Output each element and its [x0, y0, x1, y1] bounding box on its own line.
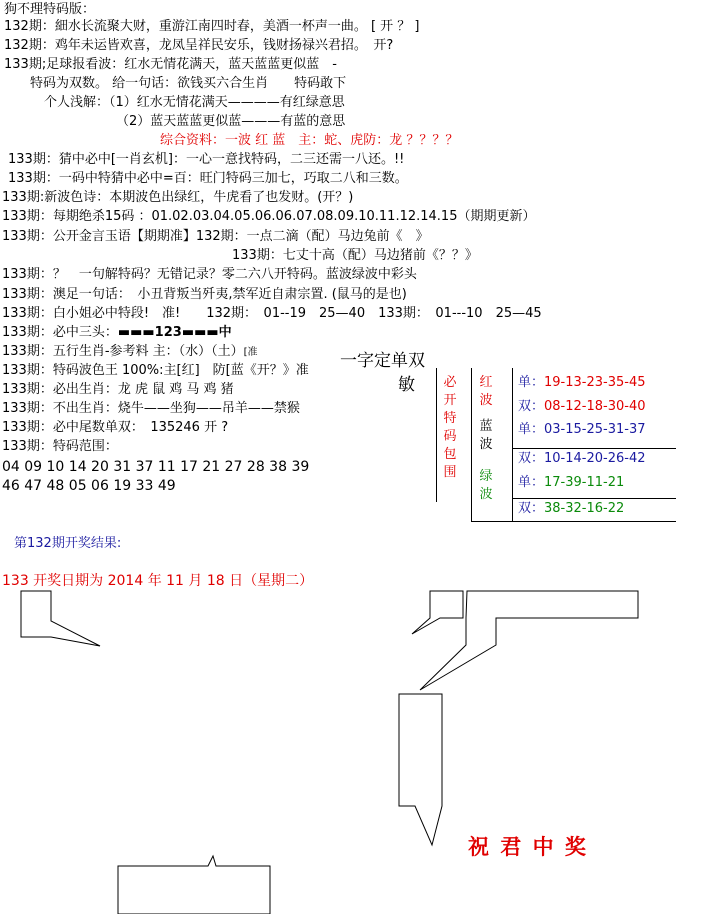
corner-mark: [准 — [243, 347, 258, 358]
lotto-row-label: 单： — [518, 375, 545, 390]
line-personal-1: 个人浅解：（1）红水无情花满天————有红绿意思 — [44, 95, 345, 110]
line-seven-ten: 133期：七丈十高（配）马边猪前《？？》 — [232, 248, 478, 263]
line-personal-2: （2）蓝天蓝蓝更似蓝———有蓝的意思 — [116, 114, 346, 129]
lotto-red-wave: 红波 — [479, 375, 493, 408]
three-heads-value: ▬▬▬123▬▬▬中 — [117, 325, 232, 340]
five-elements-label: 133期：五行生肖-参考料 主：（水）（土） — [2, 344, 244, 359]
result-title: 第132期开奖结果: — [14, 536, 122, 551]
line-no-zodiac: 133期：不出生肖：烧牛——坐狗——吊羊——禁猴 — [2, 401, 300, 416]
lotto-row-label: 双： — [518, 399, 545, 414]
line-must-zodiac: 133期：必出生肖：龙 虎 鼠 鸡 马 鸡 猪 — [2, 382, 234, 397]
lotto-row-label: 双： — [518, 501, 545, 516]
lotto-left-col: 必开特码包围 — [443, 375, 457, 480]
lotto-title-suffix: 敏 — [398, 375, 415, 395]
line-title: 狗不理特码版： — [4, 2, 96, 17]
lotto-row-nums: 08-12-18-30-40 — [544, 399, 646, 414]
line-aus: 133期：澳足一句话： 小丑背叛当歼夷,禁军近自肃宗置. (鼠马的是也) — [2, 287, 407, 302]
callout-bottom — [118, 856, 270, 914]
line-summary: 综合资料：一波 红 蓝 主：蛇、虎防：龙 ？？？？ — [160, 133, 459, 148]
line-football: 133期;足球报看波：红水无情花满天，蓝天蓝蓝更似蓝 - — [4, 57, 337, 72]
line-wave-king: 133期：特码波色王 100%:主[红] 防[蓝《开？》准 — [2, 363, 309, 378]
line-132-a: 132期：細水长流聚大财，重游江南四时春，美酒一杯声一曲。 [ 开 ？ ] — [4, 19, 420, 34]
line-guess: 133期：猜中必中[一肖玄机]：一心一意找特码，二三还需一八还。!! — [8, 152, 405, 167]
callout-small — [412, 591, 463, 634]
lotto-row-nums: 19-13-23-35-45 — [544, 375, 646, 390]
lotto-title: 一字定单双 — [340, 351, 425, 371]
draw-date: 133 开奖日期为 2014 年 11 月 18 日（星期二） — [2, 573, 314, 589]
lotto-row-nums: 10-14-20-26-42 — [544, 451, 646, 466]
line-range: 133期：特码范围： — [2, 439, 118, 454]
lotto-row-label: 单： — [518, 422, 545, 437]
blessing: 祝 君 中 奖 — [468, 834, 588, 859]
range-numbers-1: 04 09 10 14 20 31 37 11 17 21 27 28 38 39 — [2, 459, 310, 475]
lotto-green-wave: 绿波 — [479, 469, 493, 502]
three-heads-label: 133期：必中三头： — [2, 325, 118, 340]
lotto-blue-wave: 蓝波 — [479, 419, 493, 452]
range-numbers-2: 46 47 48 05 06 19 33 49 — [2, 478, 176, 494]
lotto-row-label: 双： — [518, 451, 545, 466]
line-tail: 133期：必中尾数单双： 135246 开 ? — [2, 420, 229, 435]
lotto-row-nums: 03-15-25-31-37 — [544, 422, 646, 437]
lotto-row-label: 单： — [518, 475, 545, 490]
callout-tall — [399, 694, 442, 845]
line-one-phrase: 133期：？ 一句解特码？无错记录？零二六八开特码。蓝波绿波中彩头 — [2, 267, 417, 282]
lotto-row-nums: 38-32-16-22 — [544, 501, 625, 516]
line-even: 特码为双数。 给一句话：欲钱买六合生肖 特码敢下 — [30, 76, 347, 91]
line-golden-words: 133期：公开金言玉语【期期准】132期：一点二滴（配）马边兔前《 》 — [2, 229, 429, 244]
line-132-b: 132期：鸡年未运皆欢喜，龙凤呈祥民安乐，钱财扬禄兴君招。 开? — [4, 38, 394, 53]
line-miss-bai: 133期：白小姐必中特段! 准! 132期： 01--19 25—40 133期： 01---10 25—45 — [2, 306, 542, 321]
line-wave-poem: 133期:新波色诗：本期波色出绿红，牛虎看了也发财。(开？) — [2, 190, 354, 205]
lotto-row-nums: 17-39-11-21 — [544, 475, 625, 490]
callout-left — [21, 591, 100, 646]
line-kill-15: 133期：每期绝杀15码 ：01.02.03.04.05.06.06.07.08.09.10.11.12.14.15（期期更新） — [2, 209, 536, 224]
line-one-code: 133期：一码中特猜中必中=百：旺门特码三加七，巧取二八和三数。 — [8, 171, 408, 186]
